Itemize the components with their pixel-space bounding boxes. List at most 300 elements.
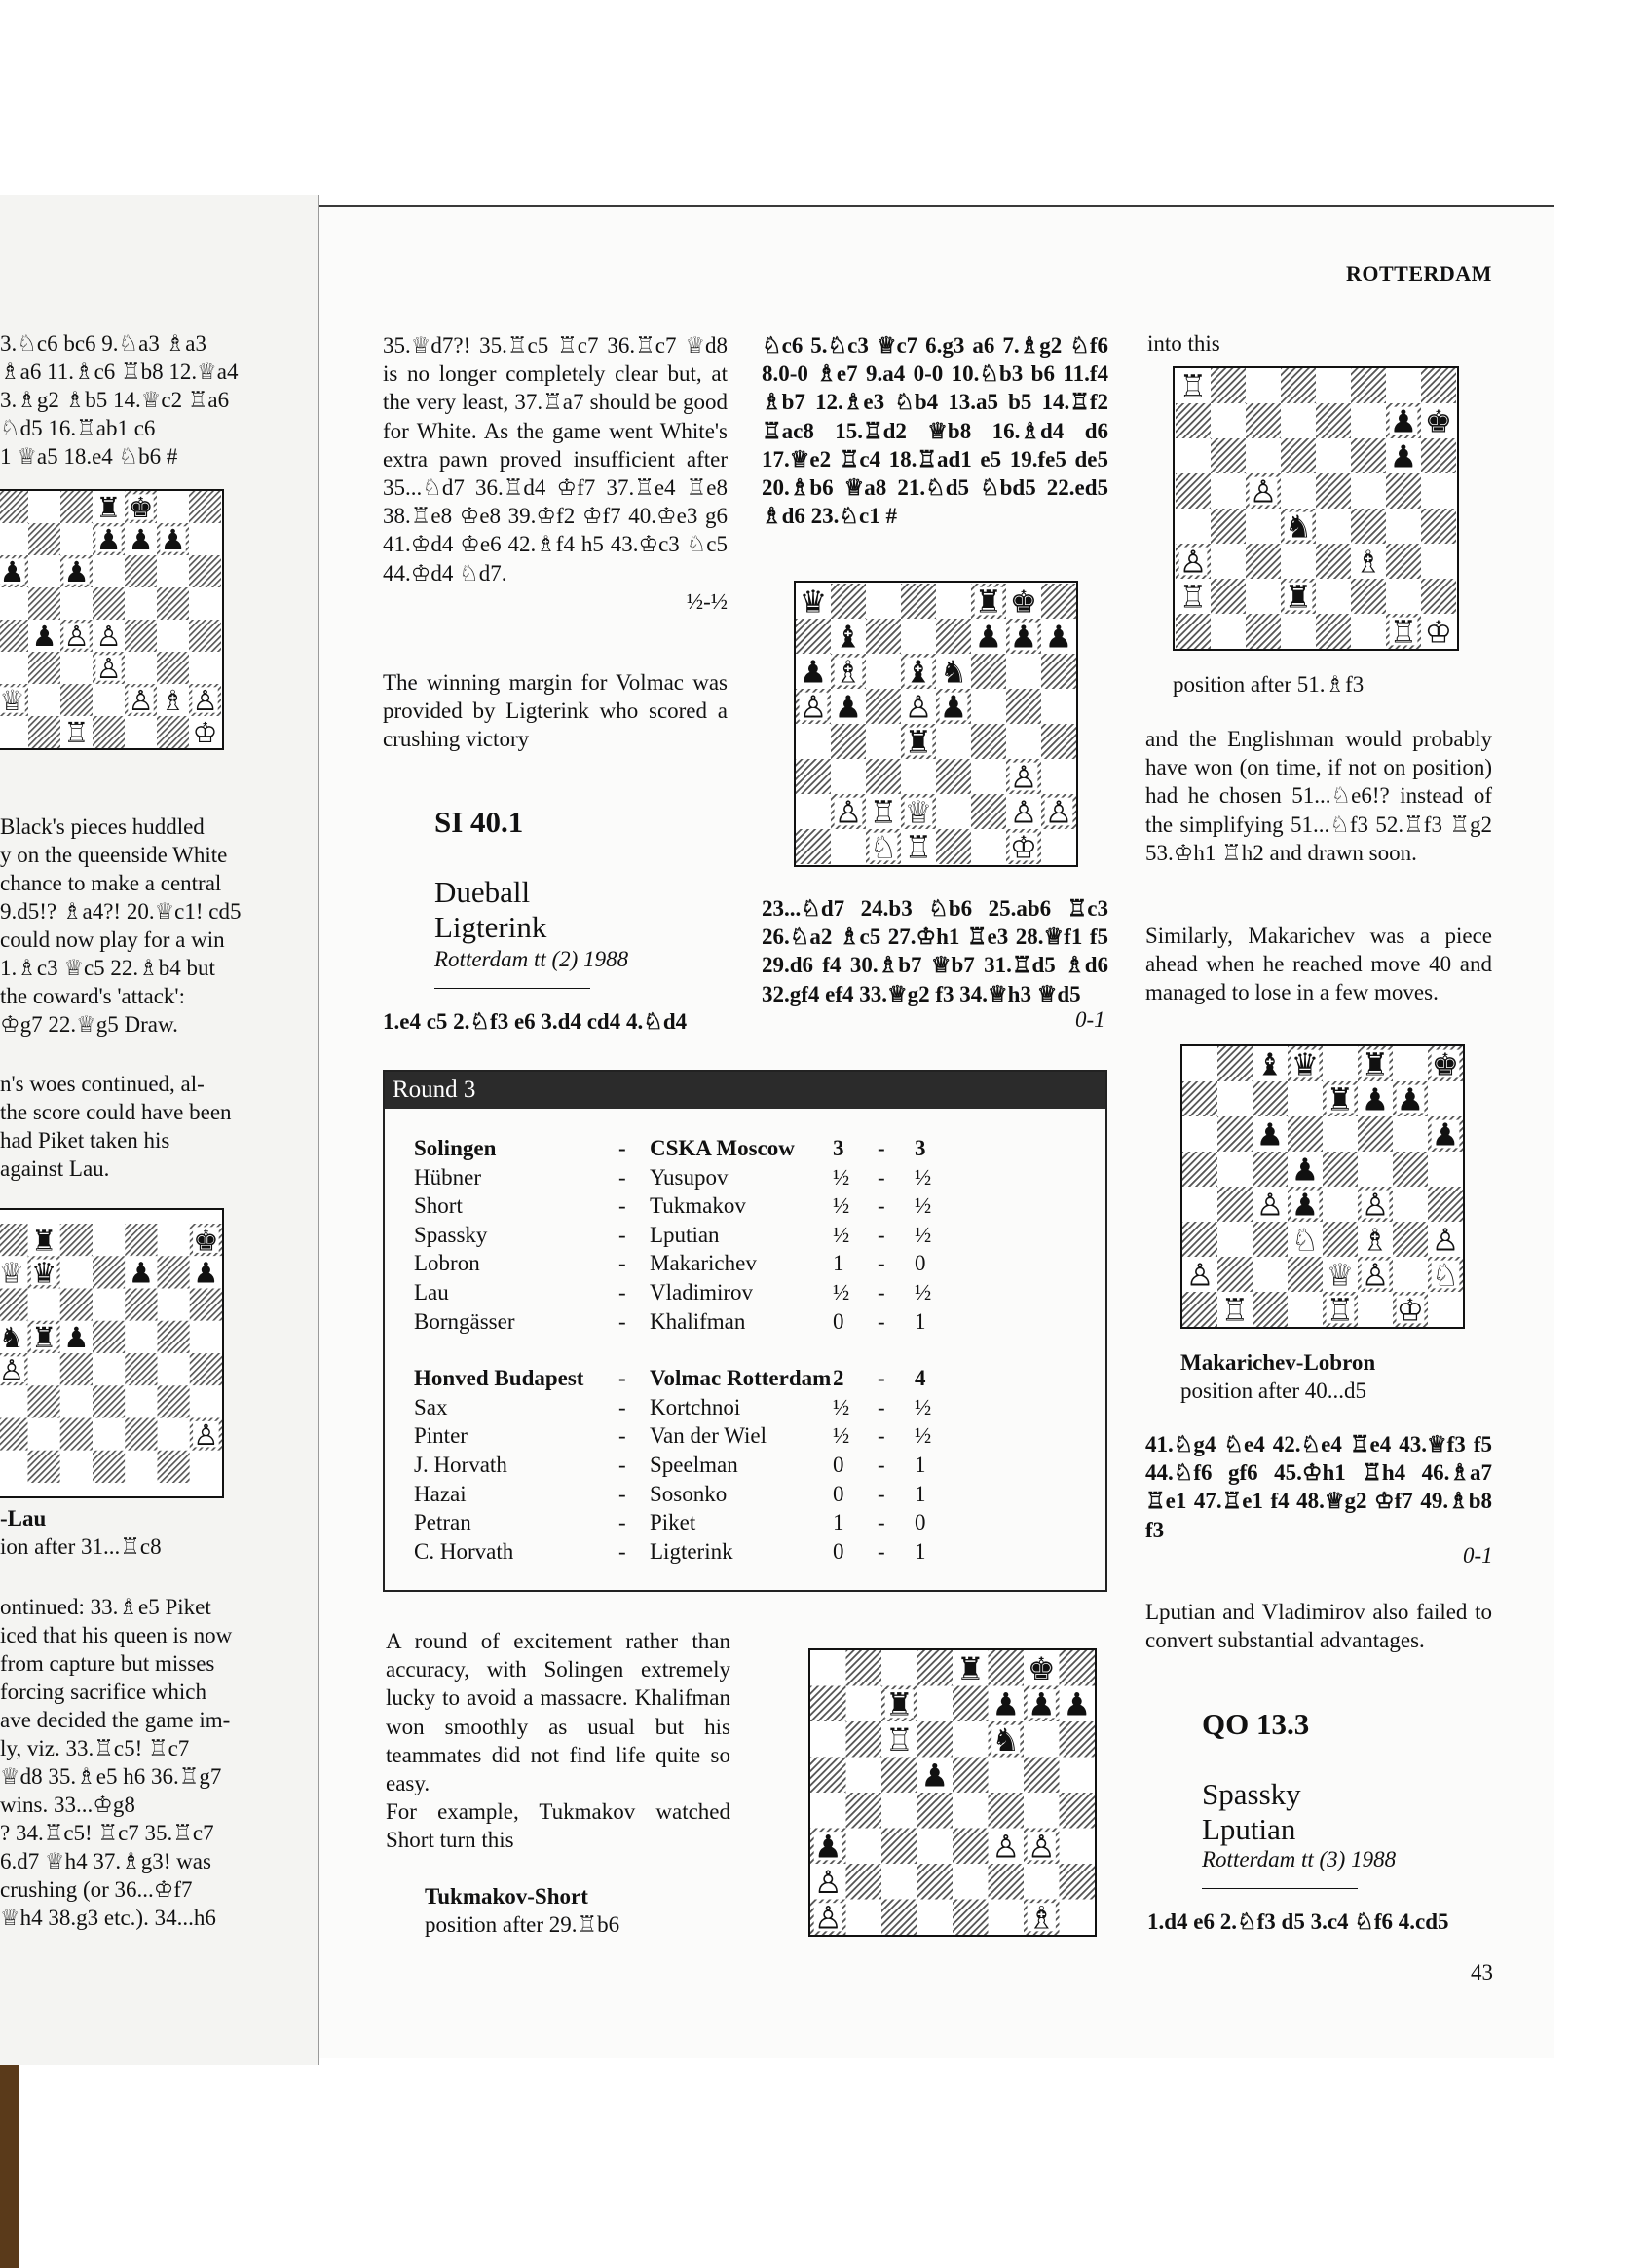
board-square bbox=[1281, 544, 1316, 579]
board-square bbox=[1421, 544, 1456, 579]
score-white: ½ bbox=[833, 1394, 850, 1419]
board-square bbox=[93, 1321, 125, 1353]
board-square bbox=[1246, 403, 1281, 438]
dash: - bbox=[878, 1136, 885, 1160]
dash: - bbox=[618, 1164, 626, 1190]
board-square bbox=[190, 1353, 222, 1385]
col3-caption2: Makarichev-Lobron position after 40...d5 bbox=[1180, 1350, 1376, 1403]
board-square bbox=[1211, 403, 1246, 438]
col3-intro: into this bbox=[1147, 331, 1220, 356]
white-piece-icon bbox=[835, 656, 862, 691]
dash: - bbox=[878, 1164, 885, 1190]
black-piece-icon bbox=[1425, 405, 1452, 440]
black-piece-icon bbox=[814, 1828, 842, 1865]
board-square bbox=[1428, 1152, 1463, 1187]
board-square bbox=[190, 1451, 222, 1483]
board-square bbox=[1323, 1222, 1358, 1257]
player-white: Solingen bbox=[414, 1136, 497, 1160]
board-square bbox=[796, 829, 831, 864]
black-piece-icon bbox=[31, 1321, 56, 1354]
board-square bbox=[1182, 1187, 1217, 1222]
board-square bbox=[1316, 473, 1351, 509]
opening-code-1: SI 40.1 bbox=[434, 805, 524, 839]
board-square bbox=[157, 587, 189, 620]
board-square bbox=[1421, 509, 1456, 544]
board-square bbox=[989, 1864, 1025, 1900]
score-black: 0 bbox=[915, 1251, 926, 1276]
board-square bbox=[28, 587, 60, 620]
board-square bbox=[157, 620, 189, 652]
score-black: 1 bbox=[915, 1481, 926, 1506]
board-square bbox=[60, 587, 93, 620]
left-text-line: 3.♗g2 ♗b5 14.♕c2 ♖a6 bbox=[0, 388, 230, 412]
board-square bbox=[1182, 1081, 1217, 1116]
game-result-row bbox=[414, 1423, 1096, 1453]
score-white: 0 bbox=[833, 1308, 844, 1334]
board-square bbox=[28, 523, 60, 555]
dash: - bbox=[618, 1193, 626, 1219]
black-piece-icon bbox=[940, 656, 967, 691]
board-square bbox=[846, 1864, 882, 1900]
board-square bbox=[1281, 403, 1316, 438]
board-square bbox=[93, 1418, 125, 1451]
dash: - bbox=[878, 1423, 885, 1449]
white-piece-icon bbox=[192, 716, 217, 748]
board-square bbox=[125, 1385, 157, 1418]
match-header-row bbox=[414, 1136, 1096, 1165]
chess-board-tukmakov-short bbox=[808, 1648, 1097, 1937]
score-black: ½ bbox=[915, 1193, 932, 1219]
black-piece-icon bbox=[128, 523, 153, 556]
black-piece-icon bbox=[193, 1257, 218, 1290]
board-square bbox=[1428, 1292, 1463, 1327]
col3-result2: 0-1 bbox=[1463, 1543, 1493, 1568]
player-black: Ligterink bbox=[650, 1538, 733, 1564]
board-square bbox=[1428, 1081, 1463, 1116]
board-square bbox=[953, 1829, 989, 1865]
board-square bbox=[125, 716, 157, 748]
board-square bbox=[1253, 1292, 1288, 1327]
white-piece-icon bbox=[814, 1864, 842, 1901]
score-white: 0 bbox=[833, 1538, 844, 1564]
score-white: 2 bbox=[833, 1366, 844, 1391]
dash: - bbox=[618, 1510, 626, 1535]
board-square bbox=[810, 1650, 846, 1686]
col1-para1: 35.♕d7?! 35.♖c5 ♖c7 36.♖c7 ♕d8 is no longer completely clear but, at the very least, 37.♖a7 should be good for White. As the game went White's extra pawn proved insufficient after 35...♘d7 36.♖d4 ♔f7 37.♖e4 ♖e8 38.♖e8 ♔e8 39.♔f2 ♔f7 40.♔e3 g6 41.♔d4 ♔e6 42.♗f4 h5 43.♔c3 ♘c5 44.♔d4 ♘d7. ½-½ bbox=[383, 333, 728, 614]
board-square bbox=[93, 1224, 125, 1256]
board-square bbox=[917, 1793, 954, 1829]
white-piece-icon bbox=[835, 796, 862, 831]
round-results-box bbox=[383, 1070, 1107, 1592]
board-square bbox=[28, 1289, 60, 1321]
board-square bbox=[1217, 1222, 1253, 1257]
white-piece-icon bbox=[1028, 1899, 1056, 1935]
board-square bbox=[1253, 1257, 1288, 1292]
board-square bbox=[157, 716, 189, 748]
black-piece-icon bbox=[835, 691, 862, 726]
board-square bbox=[1217, 1257, 1253, 1292]
board-square bbox=[93, 1385, 125, 1418]
player-white: Petran bbox=[414, 1510, 471, 1535]
game-result-row bbox=[414, 1482, 1096, 1511]
player-black: Makarichev bbox=[650, 1251, 757, 1276]
game-rule-1 bbox=[434, 988, 590, 989]
score-black: 1 bbox=[915, 1538, 926, 1564]
board-square bbox=[1288, 1081, 1323, 1116]
left-text-mid bbox=[0, 813, 242, 1039]
board-square bbox=[158, 1353, 190, 1385]
board-square bbox=[28, 491, 60, 523]
board-square bbox=[901, 619, 936, 654]
board-square bbox=[1060, 1793, 1096, 1829]
board-square bbox=[28, 652, 60, 684]
board-square bbox=[125, 555, 157, 587]
board-square bbox=[917, 1864, 954, 1900]
board-square bbox=[1217, 1046, 1253, 1081]
board-square bbox=[1316, 544, 1351, 579]
black-piece-icon bbox=[1010, 621, 1037, 656]
black-piece-icon bbox=[975, 586, 1002, 621]
dash: - bbox=[618, 1538, 626, 1564]
board-square bbox=[1024, 1721, 1060, 1758]
board-square bbox=[189, 620, 221, 652]
black-piece-icon bbox=[835, 621, 862, 656]
board-square bbox=[866, 759, 901, 794]
board-square bbox=[1176, 438, 1211, 473]
board-square bbox=[846, 1686, 882, 1722]
board-square bbox=[60, 1224, 93, 1256]
board-square bbox=[1358, 1152, 1393, 1187]
board-square bbox=[1393, 1046, 1428, 1081]
white-piece-icon bbox=[0, 1353, 24, 1386]
board-square bbox=[189, 652, 221, 684]
board-square bbox=[953, 1900, 989, 1936]
black-piece-icon bbox=[31, 620, 56, 653]
board-square bbox=[60, 1256, 93, 1288]
board-square bbox=[1351, 368, 1386, 403]
black-piece-icon bbox=[1362, 1048, 1389, 1083]
board-square bbox=[1217, 1152, 1253, 1187]
board-square bbox=[1246, 368, 1281, 403]
game-result-row bbox=[414, 1251, 1096, 1280]
board-square bbox=[971, 759, 1006, 794]
white-piece-icon bbox=[193, 1418, 218, 1452]
board-square bbox=[158, 1321, 190, 1353]
white-piece-icon bbox=[192, 684, 217, 717]
board-square bbox=[60, 652, 93, 684]
board-square bbox=[28, 1451, 60, 1483]
white-piece-icon bbox=[905, 831, 932, 865]
left-text-line: ? 34.♖c5! ♖c7 35.♖c7 bbox=[0, 1821, 214, 1845]
board-square bbox=[158, 1289, 190, 1321]
score-white: ½ bbox=[833, 1164, 850, 1190]
board-square bbox=[60, 684, 93, 716]
white-piece-icon bbox=[1327, 1294, 1354, 1327]
left-text-line: ♔g7 22.♕g5 Draw. bbox=[0, 1012, 178, 1037]
board-square bbox=[0, 1385, 28, 1418]
board-square bbox=[1060, 1900, 1096, 1936]
board-square bbox=[1182, 1152, 1217, 1187]
col1-para2: The winning margin for Volmac was provided by Ligterink who scored a crushing victory bbox=[383, 670, 728, 752]
left-text-line: 6.d7 ♕h4 37.♗g3! was bbox=[0, 1849, 211, 1873]
board-square bbox=[1253, 1222, 1288, 1257]
white-piece-icon bbox=[1010, 831, 1037, 865]
white-piece-icon bbox=[1390, 616, 1417, 649]
board-square bbox=[846, 1829, 882, 1865]
board-square bbox=[1421, 579, 1456, 614]
left-page-fragment bbox=[0, 195, 319, 2065]
left-text-line: chance to make a central bbox=[0, 871, 222, 895]
col2-result: 0-1 bbox=[1075, 1007, 1105, 1032]
game-event-1: Rotterdam tt (2) 1988 bbox=[434, 947, 629, 971]
dash: - bbox=[618, 1251, 626, 1276]
white-piece-icon bbox=[1221, 1294, 1249, 1327]
black-piece-icon bbox=[1327, 1083, 1354, 1118]
board-square bbox=[953, 1758, 989, 1794]
game-result-row bbox=[414, 1539, 1096, 1569]
board-square bbox=[1393, 1116, 1428, 1152]
board-square bbox=[881, 1650, 917, 1686]
left-text-line: Black's pieces huddled bbox=[0, 814, 205, 839]
col3-para2: Similarly, Makarichev was a piece ahead when he reached move 40 and managed to lose in a few moves. bbox=[1145, 924, 1492, 1005]
col3-para1: and the Englishman would probably have won (on time, if not on position) had he chosen 51...♘e6!? instead of the simplifying 51...♘f3 52.♖f3 ♖g2 53.♔h1 ♖h2 and drawn soon. bbox=[1145, 727, 1492, 865]
score-white: 1 bbox=[833, 1510, 844, 1535]
board-square bbox=[1386, 544, 1421, 579]
board-square bbox=[971, 724, 1006, 759]
player-white: Sax bbox=[414, 1394, 448, 1419]
player-white: Pinter bbox=[414, 1423, 468, 1449]
board-square bbox=[1211, 509, 1246, 544]
left-text-line: y on the queenside White bbox=[0, 843, 228, 867]
left-text-line: had Piket taken his bbox=[0, 1128, 170, 1153]
board-square bbox=[1281, 473, 1316, 509]
left-text-line: ave decided the game im- bbox=[0, 1708, 231, 1732]
board-square bbox=[1217, 1081, 1253, 1116]
dash: - bbox=[618, 1136, 626, 1160]
white-piece-icon bbox=[1362, 1189, 1389, 1224]
game-rule-2 bbox=[1202, 1888, 1358, 1889]
player-white: C. Horvath bbox=[414, 1538, 514, 1564]
board-square bbox=[93, 716, 125, 748]
board-square bbox=[810, 1686, 846, 1722]
white-piece-icon bbox=[1010, 796, 1037, 831]
white-piece-icon bbox=[1432, 1224, 1459, 1259]
left-text-line: forcing sacrifice which bbox=[0, 1680, 207, 1704]
dash: - bbox=[878, 1308, 885, 1334]
board-square bbox=[190, 1385, 222, 1418]
score-black: ½ bbox=[915, 1280, 932, 1304]
board-square bbox=[1182, 1046, 1217, 1081]
board-square bbox=[1316, 509, 1351, 544]
board-square bbox=[971, 689, 1006, 724]
left-text-line: ♘d5 16.♖ab1 c6 bbox=[0, 416, 156, 440]
board-square bbox=[1060, 1721, 1096, 1758]
board-square bbox=[1421, 368, 1456, 403]
board-square bbox=[1176, 614, 1211, 649]
board-square bbox=[831, 829, 866, 864]
white-piece-icon bbox=[885, 1721, 914, 1758]
dash: - bbox=[618, 1394, 626, 1419]
game-moves-1: 1.e4 c5 2.♘f3 e6 3.d4 cd4 4.♘d4 bbox=[383, 1009, 688, 1034]
white-piece-icon bbox=[63, 716, 89, 748]
black-piece-icon bbox=[1256, 1118, 1284, 1153]
black-piece-icon bbox=[1432, 1048, 1459, 1083]
player-white: Hazai bbox=[414, 1481, 467, 1506]
left-text-line: from capture but misses bbox=[0, 1651, 215, 1676]
board-square bbox=[971, 829, 1006, 864]
board-square bbox=[1386, 473, 1421, 509]
board-square bbox=[125, 1289, 157, 1321]
board-square bbox=[1421, 473, 1456, 509]
board-square bbox=[917, 1900, 954, 1936]
board-square bbox=[1351, 403, 1386, 438]
left-text-line: ontinued: 33.♗e5 Piket bbox=[0, 1595, 211, 1619]
board-square bbox=[971, 794, 1006, 829]
board-square bbox=[1281, 614, 1316, 649]
player-white: Lobron bbox=[414, 1251, 480, 1276]
player-black: Volmac Rotterdam bbox=[650, 1366, 832, 1391]
col3-para3: Lputian and Vladimirov also failed to convert substantial advantages. bbox=[1145, 1600, 1492, 1653]
board-square bbox=[989, 1650, 1025, 1686]
left-text-line: could now play for a win bbox=[0, 927, 225, 952]
white-piece-icon bbox=[128, 684, 153, 717]
board-square bbox=[158, 1256, 190, 1288]
board-square bbox=[953, 1864, 989, 1900]
board-square bbox=[1211, 473, 1246, 509]
white-piece-icon bbox=[1010, 761, 1037, 796]
board-square bbox=[1316, 403, 1351, 438]
dash: - bbox=[878, 1280, 885, 1304]
board-square bbox=[60, 1385, 93, 1418]
black-piece-icon bbox=[31, 1224, 56, 1257]
board-square bbox=[1323, 1187, 1358, 1222]
game-result-row bbox=[414, 1510, 1096, 1539]
board-square bbox=[846, 1793, 882, 1829]
player-black: Speelman bbox=[650, 1453, 738, 1477]
left-text-line: 9.d5!? ♗a4?! 20.♕c1! cd5 bbox=[0, 899, 242, 924]
board-square bbox=[189, 491, 221, 523]
board-square bbox=[953, 1793, 989, 1829]
white-piece-icon bbox=[1355, 546, 1382, 581]
black-piece-icon bbox=[1390, 405, 1417, 440]
chess-board-dueball-ligterink bbox=[794, 581, 1078, 867]
board-square bbox=[0, 652, 28, 684]
board-square bbox=[60, 1353, 93, 1385]
game-moves-2: 1.d4 e6 2.♘f3 d5 3.c4 ♘f6 4.cd5 bbox=[1147, 1909, 1449, 1934]
player-white: Lau bbox=[414, 1280, 449, 1304]
score-black: 1 bbox=[915, 1308, 926, 1334]
board-square bbox=[917, 1721, 954, 1758]
dash: - bbox=[878, 1366, 885, 1391]
player-black: Piket bbox=[650, 1510, 696, 1535]
left-text-line: crushing (or 36...♔f7 bbox=[0, 1877, 193, 1902]
board-square bbox=[1351, 473, 1386, 509]
black-piece-icon bbox=[0, 555, 25, 588]
white-piece-icon bbox=[991, 1828, 1020, 1865]
board-square bbox=[1288, 1116, 1323, 1152]
player-white: Short bbox=[414, 1193, 463, 1219]
board-square bbox=[1351, 579, 1386, 614]
board-square bbox=[866, 654, 901, 689]
black-piece-icon bbox=[920, 1757, 949, 1794]
board-square bbox=[0, 716, 28, 748]
board-square bbox=[866, 724, 901, 759]
white-piece-icon bbox=[1362, 1224, 1389, 1259]
board-square bbox=[901, 584, 936, 619]
board-square bbox=[60, 1418, 93, 1451]
left-text-line: against Lau. bbox=[0, 1156, 110, 1181]
black-piece-icon bbox=[991, 1721, 1020, 1758]
board-square bbox=[1060, 1864, 1096, 1900]
player-black: Tukmakov bbox=[650, 1193, 746, 1219]
board-square bbox=[1211, 579, 1246, 614]
board-square bbox=[1006, 724, 1041, 759]
game-result-row bbox=[414, 1453, 1096, 1482]
white-piece-icon bbox=[0, 684, 25, 717]
white-piece-icon bbox=[1432, 1259, 1459, 1294]
board-square bbox=[158, 1418, 190, 1451]
board-square bbox=[93, 1256, 125, 1288]
player-white: Hübner bbox=[414, 1164, 481, 1190]
board-square bbox=[831, 584, 866, 619]
board-square bbox=[189, 587, 221, 620]
board-square bbox=[1393, 1187, 1428, 1222]
dash: - bbox=[878, 1222, 885, 1247]
board-square bbox=[796, 724, 831, 759]
board-square bbox=[125, 1418, 157, 1451]
dash: - bbox=[618, 1453, 626, 1477]
lower-para: A round of excitement rather than accuracy, with Solingen extremely lucky to avoid a massacre. Khalifman won smoothly as usual but his teammates did not find life quite so easy. For example, Tukmakov watched Short turn this bbox=[386, 1629, 730, 1853]
board-square bbox=[60, 491, 93, 523]
black-piece-icon bbox=[63, 555, 89, 588]
dash: - bbox=[618, 1308, 626, 1334]
game-result-row bbox=[414, 1193, 1096, 1223]
board-square bbox=[1041, 724, 1076, 759]
board-square bbox=[1211, 438, 1246, 473]
board-square bbox=[936, 724, 971, 759]
board-square bbox=[60, 1451, 93, 1483]
left-text-line: 3.♘c6 bc6 9.♘a3 ♗a3 bbox=[0, 331, 206, 356]
board-square bbox=[28, 1353, 60, 1385]
board-square bbox=[901, 759, 936, 794]
white-piece-icon bbox=[63, 620, 89, 653]
board-square bbox=[846, 1900, 882, 1936]
board-square bbox=[1386, 509, 1421, 544]
board-square bbox=[0, 620, 28, 652]
board-square bbox=[1386, 579, 1421, 614]
board-square bbox=[1386, 368, 1421, 403]
left-caption: -Lau ion after 31...♖c8 bbox=[0, 1506, 162, 1559]
score-black: 1 bbox=[915, 1453, 926, 1477]
left-text-line: 1.♗c3 ♕c5 22.♗b4 but bbox=[0, 956, 215, 980]
board-square bbox=[1041, 584, 1076, 619]
black-piece-icon bbox=[1291, 1048, 1319, 1083]
score-black: ½ bbox=[915, 1394, 932, 1419]
white-piece-icon bbox=[1186, 1259, 1214, 1294]
board-square bbox=[125, 1353, 157, 1385]
col2-moves-after: 23...♘d7 24.b3 ♘b6 25.ab6 ♖c3 26.♘a2 ♗c5 27.♔h1 ♖e3 28.♕f1 f5 29.d6 f4 30.♗b7 ♕b7 31.♖d5 ♗d6 32.gf4 ef4 33.♕g2 f3 34.♕h3 ♕d5 bbox=[762, 896, 1108, 1006]
dash: - bbox=[618, 1280, 626, 1304]
board-square bbox=[1041, 759, 1076, 794]
board-square bbox=[1217, 1116, 1253, 1152]
board-square bbox=[989, 1793, 1025, 1829]
board-square bbox=[846, 1721, 882, 1758]
white-piece-icon bbox=[1397, 1294, 1424, 1327]
black-piece-icon bbox=[940, 691, 967, 726]
player-black: Khalifman bbox=[650, 1308, 746, 1334]
board-square bbox=[1176, 509, 1211, 544]
board-square bbox=[1041, 689, 1076, 724]
